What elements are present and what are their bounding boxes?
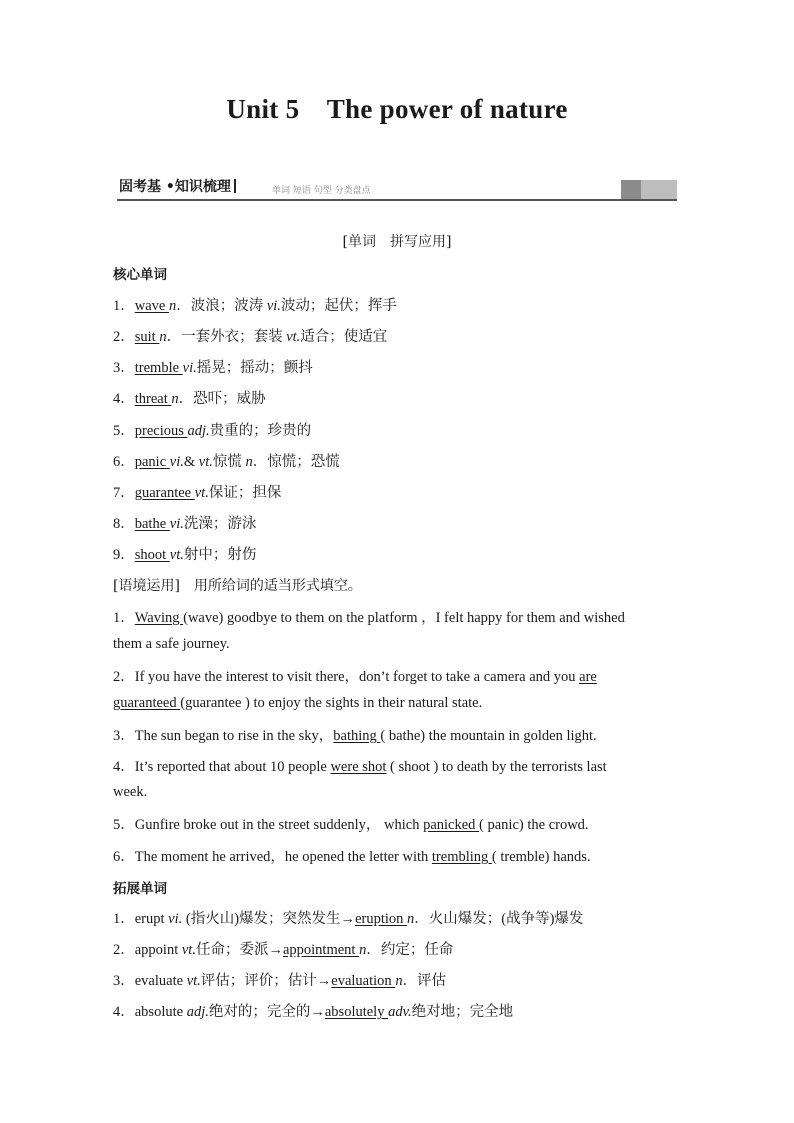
text-segment: 任命；委派→: [195, 942, 283, 958]
text-segment: 2．If you have the interest to visit there，don’t forget to take a camera and you: [113, 669, 580, 685]
text-segment: 5．: [113, 423, 135, 439]
part-of-speech: n: [407, 911, 415, 927]
part-of-speech: n: [159, 329, 167, 345]
vocab-word: suit: [134, 329, 160, 345]
core-word-item: [113, 325, 387, 346]
text-segment: 射中；射伤: [183, 547, 257, 563]
text-segment: 绝对的；完全的→: [208, 1004, 325, 1020]
text-segment: (wave) goodbye to them on the platform ，I felt happy for them and wished: [183, 610, 625, 626]
exercise-line: [113, 695, 482, 712]
text-segment: ．约定；任命: [366, 942, 454, 958]
text-segment: 9．: [113, 547, 135, 563]
text-segment: 2．appoint: [113, 942, 182, 958]
text-segment: ( shoot ) to death by the terrorists last: [386, 759, 607, 775]
text-segment: ．评估: [402, 973, 447, 989]
answer-blank: bathing: [333, 728, 381, 744]
core-word-item: [113, 543, 256, 564]
context-heading: [语境运用]: [113, 578, 180, 594]
extended-word-item: [113, 938, 453, 959]
extended-word-item: [113, 1000, 513, 1021]
core-words-heading: 核心单词: [113, 267, 167, 283]
extended-word-item: [113, 907, 583, 928]
vocab-word: panic: [134, 454, 170, 470]
text-segment: 6．: [113, 454, 135, 470]
part-of-speech: vt.: [286, 329, 301, 345]
text-segment: ．一套外衣；套装: [166, 329, 287, 345]
core-word-item: [113, 356, 313, 377]
text-segment: 1．: [113, 298, 135, 314]
vocab-word: threat: [134, 391, 172, 407]
text-segment: 洗澡；游泳: [183, 516, 257, 532]
part-of-speech: adv.: [388, 1004, 412, 1020]
banner-label: 固考基 •知识梳理: [119, 178, 236, 196]
part-of-speech: vt.: [186, 973, 201, 989]
text-segment: ( bathe) the mountain in golden light.: [380, 728, 597, 744]
text-segment: 1．erupt: [113, 911, 169, 927]
part-of-speech: n: [168, 298, 177, 314]
core-word-item: [113, 294, 397, 315]
vocab-word: guarantee: [134, 485, 195, 501]
text-segment: 惊慌: [212, 454, 246, 470]
text-segment: 适合；使适宜: [300, 329, 388, 345]
part-of-speech: n: [245, 454, 253, 470]
part-of-speech: vi.: [168, 911, 183, 927]
part-of-speech: n: [359, 942, 367, 958]
section-title: [单词 拼写应用]: [342, 234, 452, 250]
part-of-speech: n: [171, 391, 179, 407]
text-segment: 保证；担保: [208, 485, 282, 501]
text-segment: 4．It’s reported that about 10 people: [113, 759, 331, 775]
text-segment: ．火山爆发；(战争等)爆发: [414, 911, 584, 927]
part-of-speech: vt.: [169, 547, 184, 563]
answer-blank: trembling: [431, 849, 492, 865]
text-segment: 2．: [113, 329, 135, 345]
vocab-word: shoot: [134, 547, 170, 563]
answer-blank: were shot: [330, 759, 387, 775]
text-segment: 波动；起伏；挥手: [280, 298, 397, 314]
banner-divider: [234, 179, 236, 193]
text-segment: 5．Gunfire broke out in the street suddenly， which: [113, 817, 424, 833]
vocab-word: bathe: [134, 516, 170, 532]
derived-word-blank: absolutely: [324, 1004, 389, 1020]
part-of-speech: vt.: [181, 942, 196, 958]
part-of-speech: vi.: [169, 516, 184, 532]
core-word-item: [113, 387, 266, 408]
text-segment: 贵重的；珍贵的: [209, 423, 312, 439]
part-of-speech: vt.: [198, 454, 213, 470]
answer-blank: guaranteed: [113, 695, 181, 711]
answer-blank: panicked: [423, 817, 480, 833]
vocab-word: wave: [134, 298, 169, 314]
part-of-speech: adj.: [187, 423, 210, 439]
part-of-speech: vt.: [194, 485, 209, 501]
answer-blank: Waving: [134, 610, 184, 626]
text-segment: 3．evaluate: [113, 973, 187, 989]
exercise-line: [113, 813, 589, 834]
core-word-item: [113, 512, 256, 533]
vocab-word: tremble: [134, 360, 183, 376]
exercise-line: [113, 606, 625, 627]
text-segment: 摇晃；摇动；颤抖: [196, 360, 313, 376]
derived-word-blank: evaluation: [331, 973, 396, 989]
exercise-line: [113, 724, 597, 745]
text-segment: (guarantee ) to enjoy the sights in their natural state.: [180, 695, 483, 711]
text-segment: 7．: [113, 485, 135, 501]
exercise-line: [113, 784, 147, 801]
context-usage-line: [113, 575, 362, 595]
text-segment: 8．: [113, 516, 135, 532]
part-of-speech: vi.: [266, 298, 281, 314]
text-segment: (指火山)爆发；突然发生→: [182, 911, 356, 927]
derived-word-blank: eruption: [355, 911, 408, 927]
text-segment: 4．absolute: [113, 1004, 187, 1020]
unit-title: Unit 5 The power of nature: [226, 94, 568, 124]
exercise-line: [113, 845, 591, 866]
text-segment: 评估；评价；估计→: [200, 973, 332, 989]
text-segment: 绝对地；完全地: [411, 1004, 514, 1020]
text-segment: ．惊慌；恐慌: [252, 454, 340, 470]
part-of-speech: vi.: [182, 360, 197, 376]
text-segment: 1．: [113, 610, 135, 626]
extended-word-item: [113, 969, 446, 990]
text-segment: ( panic) the crowd.: [479, 817, 589, 833]
core-word-item: [113, 481, 281, 502]
part-of-speech: adj.: [186, 1004, 209, 1020]
text-segment: week.: [113, 784, 148, 800]
text-segment: ．波浪；波涛: [176, 298, 267, 314]
context-instruction: 用所给词的适当形式填空。: [179, 578, 362, 594]
text-segment: ．恐吓；威胁: [178, 391, 266, 407]
text-segment: 6．The moment he arrived，he opened the letter with: [113, 849, 432, 865]
part-of-speech: n: [395, 973, 403, 989]
banner-block-light: [641, 180, 677, 199]
text-segment: 3．The sun began to rise in the sky，: [113, 728, 334, 744]
vocab-word: precious: [134, 423, 188, 439]
text-segment: 4．: [113, 391, 135, 407]
derived-word-blank: appointment: [282, 942, 360, 958]
text-segment: &: [183, 454, 199, 470]
text-segment: 3．: [113, 360, 135, 376]
text-segment: them a safe journey.: [113, 636, 230, 652]
core-word-item: [113, 419, 311, 440]
exercise-line: [113, 665, 597, 686]
banner-rule: [117, 199, 677, 201]
exercise-line: [113, 636, 230, 653]
banner-tags: 单词 短语 句型 分类盘点: [272, 186, 371, 196]
exercise-line: [113, 755, 607, 776]
answer-blank: are: [579, 669, 597, 685]
part-of-speech: vi.: [169, 454, 184, 470]
banner-block-dark: [621, 180, 641, 199]
extended-words-heading: 拓展单词: [113, 881, 167, 897]
text-segment: ( tremble) hands.: [491, 849, 591, 865]
section-banner: [117, 178, 677, 201]
core-word-item: [113, 450, 340, 471]
